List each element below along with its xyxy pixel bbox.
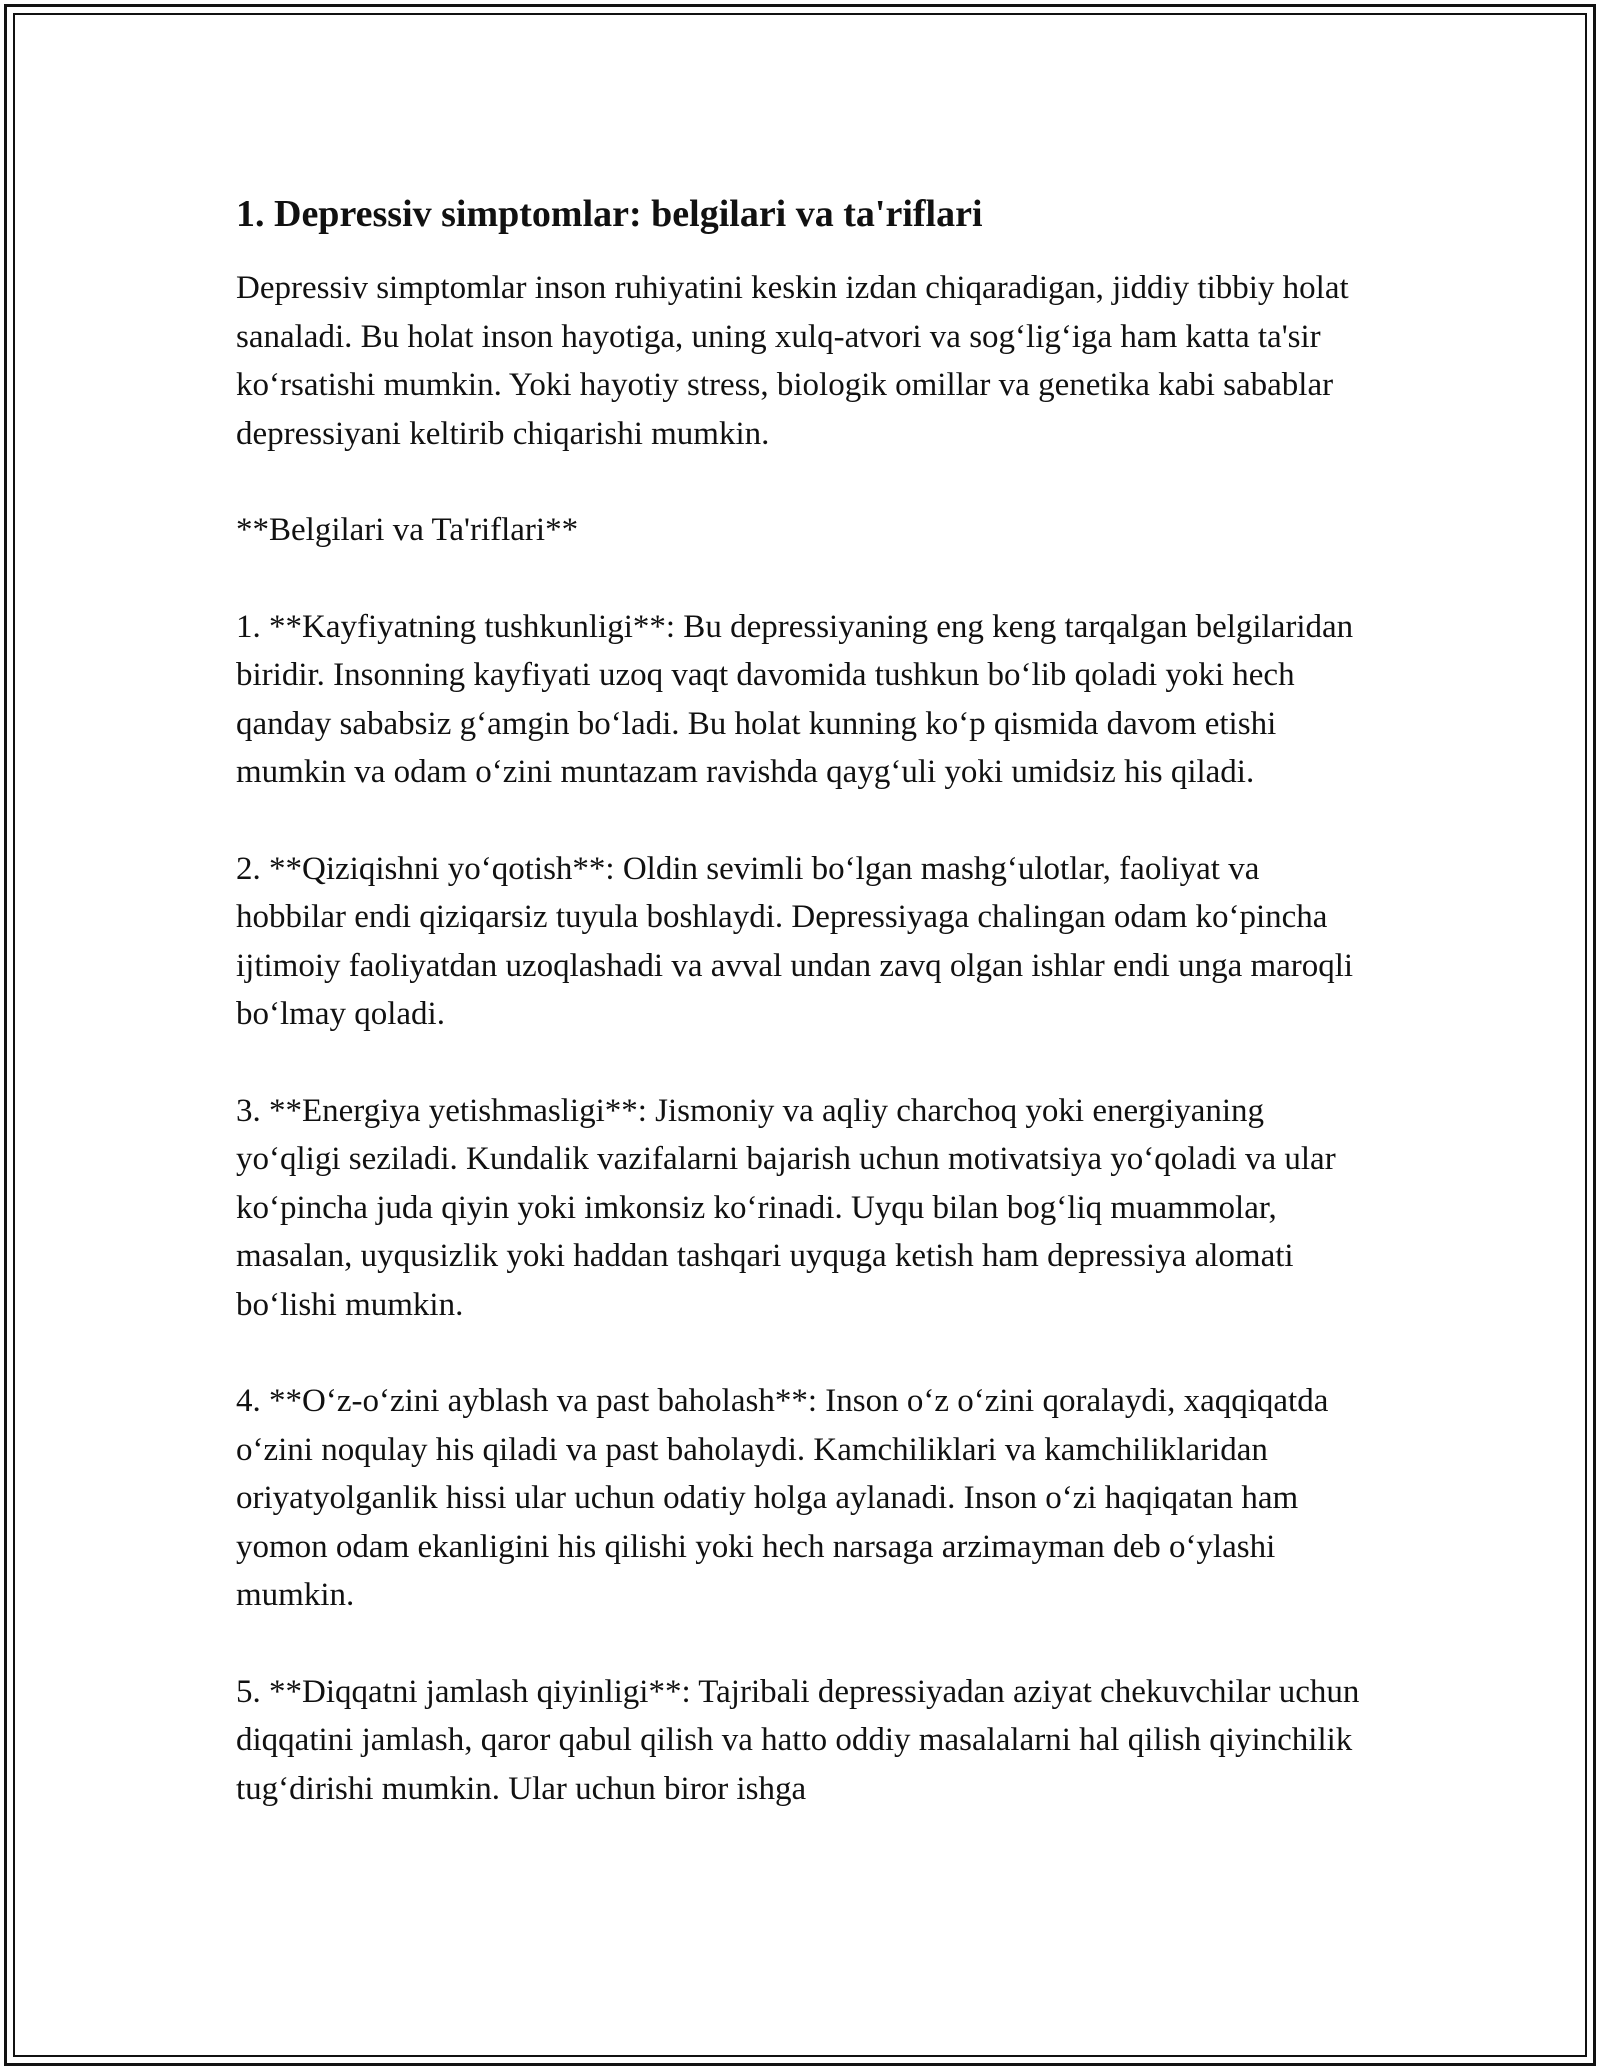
- list-item-3: 3. **Energiya yetishmasligi**: Jismoniy va aqliy charchoq yoki energiyaning yo‘qligi seziladi. Kundalik vazifalarni bajarish uchun motivatsiya yo‘qoladi va ular ko‘pincha juda qiyin yoki imkonsiz ko‘rinadi. Uyqu bilan bog‘liq muammolar, masalan, uyqusizlik yoki haddan tashqari uyquga ketish ham depressiya alomati bo‘lishi mumkin.: [236, 1092, 1336, 1323]
- intro-paragraph: Depressiv simptomlar inson ruhiyatini keskin izdan chiqaradigan, jiddiy tibbiy holat sanaladi. Bu holat inson hayotiga, uning xulq-atvori va sog‘lig‘iga ham katta ta'sir ko‘rsatishi mumkin. Yoki hayotiy stress, biologik omillar va genetika kabi sabablar depressiyani keltirib chiqarishi mumkin.: [236, 270, 1349, 452]
- list-item-4: 4. **O‘z-o‘zini ayblash va past baholash**: Inson o‘z o‘zini qoralaydi, xaqqiqatda o‘zini noqulay his qiladi va past baholaydi. Kamchiliklari va kamchiliklaridan oriyatyolganlik hissi ular uchun odatiy holga aylanadi. Inson o‘zi haqiqatan ham yomon odam ekanligini his qilishi yoki hech narsaga arzimayman deb o‘ylashi mumkin.: [236, 1383, 1329, 1613]
- list-item-2: 2. **Qiziqishni yo‘qotish**: Oldin sevimli bo‘lgan mashg‘ulotlar, faoliyat va hobbilar endi qiziqarsiz tuyula boshlaydi. Depressiyaga chalingan odam ko‘pincha ijtimoiy faoliyatdan uzoqlashadi va avval undan zavq olgan ishlar endi unga maroqli bo‘lmay qoladi.: [236, 850, 1354, 1032]
- list-item-1: 1. **Kayfiyatning tushkunligi**: Bu depressiyaning eng keng tarqalgan belgilaridan biridir. Insonning kayfiyati uzoq vaqt davomida tushkun bo‘lib qoladi yoki hech qanday sababsiz g‘amgin bo‘ladi. Bu holat kunning ko‘p qismida davom etishi mumkin va odam o‘zini muntazam ravishda qayg‘uli yoki umidsiz his qiladi.: [236, 608, 1354, 790]
- document-title: 1. Depressiv simptomlar: belgilari va ta'riflari: [236, 193, 983, 235]
- section-heading: **Belgilari va Ta'riflari**: [236, 512, 579, 548]
- document-body: [236, 182, 1366, 1861]
- list-item-5: 5. **Diqqatni jamlash qiyinligi**: Tajribali depressiyadan aziyat chekuvchilar uchun diqqatini jamlash, qaror qabul qilish va hatto oddiy masalalarni hal qilish qiyinchilik tug‘dirishi mumkin. Ular uchun biror ishga: [236, 1673, 1360, 1807]
